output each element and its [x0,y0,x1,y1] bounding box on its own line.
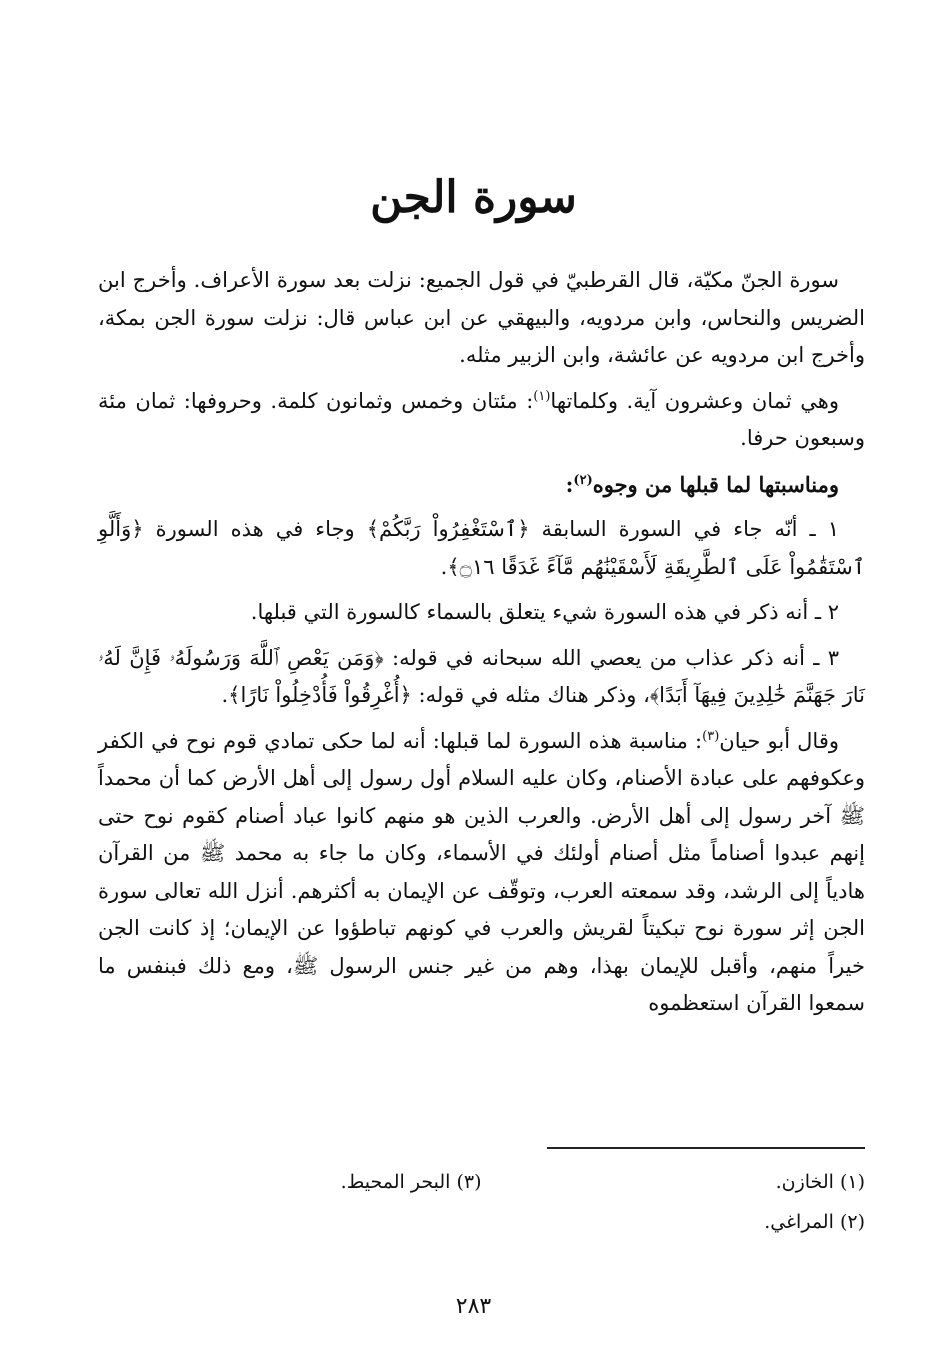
relation-heading-colon: : [565,471,574,497]
relation-heading [98,466,865,504]
relation-item-1 [98,511,865,586]
item3-ayah-1: ﴿وَمَن يَعْصِ ٱللَّهَ وَرَسُولَهُۥ فَإِنَّ لَهُۥ نَارَ جَهَنَّمَ خَٰلِدِينَ فِيهَآ أَبَدًا﴾ [98,645,865,707]
footnote-3 [98,1162,482,1202]
footnote-3-text: البحر المحيط. [340,1171,451,1193]
page-number: ٢٨٣ [455,1294,492,1319]
counts-text-b: : مئتان وخمس وثمانون كلمة. وحروفها: ثمان مئة وسبعون حرفا. [98,388,865,450]
relation-item-3 [98,640,865,715]
footnote-2-number: (٢) [839,1211,865,1233]
item1-ayah-1: ﴿ٱسْتَغْفِرُواْ رَبَّكُمْ﴾ [366,517,530,541]
footnote-2-text: المراغي. [764,1211,834,1233]
item3-ayah-2: ﴿أُغْرِقُواْ فَأُدْخِلُواْ نَارًا﴾ [228,683,412,707]
main-text [98,262,865,1031]
surah-title: سورة الجن [370,172,577,223]
item3-text-a: ٣ ـ أنه ذكر عذاب من يعصي الله سبحانه في قوله: [383,645,839,670]
footnote-1-number: (١) [839,1171,865,1193]
footnote-row [98,1162,865,1202]
intro-paragraph [98,262,865,375]
footnote-2 [475,1202,865,1242]
item1-text-b: وجاء في هذه السورة [143,517,367,541]
counts-text-a: وهي ثمان وعشرون آية. وكلماتها [550,388,839,413]
footnote-1 [482,1162,866,1202]
footnote-3-number: (٣) [456,1171,482,1193]
abuhayyan-text-b: : مناسبة هذه السورة لما قبلها: أنه لما حكى تمادي قوم نوح في الكفر وعكوفهم على عبادة الأصنام، وكان عليه السلام أول رسول إلى أهل الأرض كما أن محمداً ﷺ آخر رسول إلى أهل الأرض. والعرب الذين هو منهم كانوا عباد أصنام كقوم نوح حتى إنهم عبدوا أصناماً مثل أصنام أولئك في الأسماء، وكان ما جاء به محمد ﷺ من القرآن هادياً إلى الرشد، وقد سمعته العرب، وتوقّف عن الإيمان به أكثرهم. أنزل الله تعالى سورة الجن إثر سورة نوح تبكيتاً لقريش والعرب في كونهم تباطؤوا عن الإيمان؛ إذ كانت الجن خيراً منهم، وأقبل للإيمان بهذا، وهم من غير جنس الرسول ﷺ، ومع ذلك فبنفس ما سمعوا القرآن استعظموه [98,728,865,1015]
item1-ayah-2: ﴿وَأَلَّوِ ٱسْتَقَٰمُواْ عَلَى ٱلطَّرِيقَةِ لَأَسْقَيْنَٰهُم مَّآءً غَدَقًا ۝١٦﴾ [98,517,865,579]
footnote-divider [547,1147,865,1149]
footnote-ref-3[interactable]: (٣) [702,728,720,744]
footnote-ref-1[interactable]: (١) [533,388,551,404]
relation-heading-text: ومناسبتها لما قبلها من وجوه [592,471,839,497]
footnotes [98,1162,865,1242]
item2-text: ٢ ـ أنه ذكر في هذه السورة شيء يتعلق بالسماء كالسورة التي قبلها. [250,600,839,624]
item3-text-c: . [221,683,229,707]
abuhayyan-paragraph [98,723,865,1023]
item3-text-b: ، وذكر هناك مثله في قوله: [411,683,650,707]
relation-item-2 [98,594,865,632]
footnote-1-text: الخازن. [775,1171,834,1193]
abuhayyan-text-a: وقال أبو حيان [719,728,840,753]
intro-text: سورة الجنّ مكيّة، قال القرطبيّ في قول الجميع: نزلت بعد سورة الأعراف. وأخرج ابن الضريس والنحاس، وابن مردويه، والبيهقي عن ابن عباس قال: نزلت سورة الجن بمكة، وأخرج ابن مردويه عن عائشة، وابن الزبير مثله. [98,268,865,367]
item1-text-c: . [440,554,448,579]
counts-paragraph [98,383,865,458]
footnote-ref-2[interactable]: (٢) [573,472,593,488]
footnote-row [98,1202,865,1242]
item1-text-a: ١ ـ أنّه جاء في السورة السابقة [529,517,839,541]
